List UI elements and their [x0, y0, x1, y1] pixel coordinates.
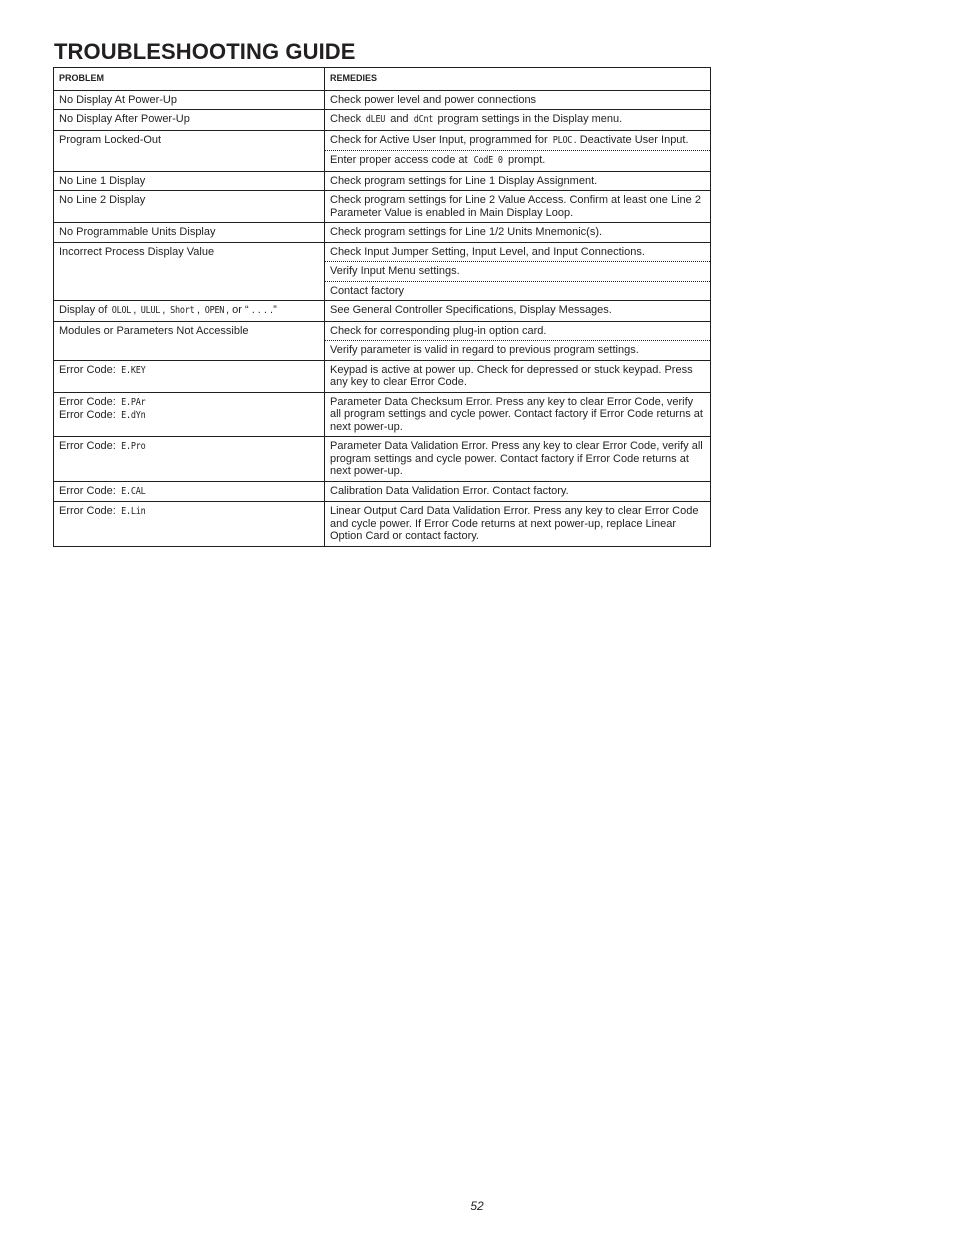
remedy-text: and	[387, 113, 412, 125]
remedy-text: Check for Active User Input, programmed for	[330, 133, 551, 146]
problem-text: Error Code:	[59, 440, 119, 452]
table-row	[54, 171, 711, 191]
remedy-cell	[325, 130, 711, 151]
table-row	[54, 481, 711, 502]
separator: ,	[197, 304, 204, 316]
problem-text: Error Code:	[59, 484, 119, 497]
lcd-code: E.dYn	[121, 410, 146, 421]
remedy-text: Enter proper access code at	[330, 154, 471, 166]
remedy-text: prompt.	[504, 154, 546, 166]
column-header-remedies: REMEDIES	[325, 68, 711, 91]
problem-cell: No Display At Power-Up	[54, 90, 325, 110]
table-row	[54, 437, 711, 482]
problem-text: Error Code:	[59, 363, 119, 376]
lcd-code: ULUL	[141, 305, 161, 316]
lcd-code: E.PAr	[121, 396, 146, 408]
remedy-cell: Keypad is active at power up. Check for depressed or stuck keypad. Press any key to clear Error Code.	[325, 360, 711, 392]
problem-cell: No Line 2 Display	[54, 191, 325, 223]
problem-text: Display of	[59, 304, 111, 316]
remedy-cell: Verify parameter is valid in regard to previous program settings.	[325, 341, 711, 361]
lcd-code: PLOC	[552, 134, 572, 146]
lcd-code: OPEN	[204, 305, 225, 316]
lcd-code: CodE 0	[473, 155, 503, 166]
problem-cell: Modules or Parameters Not Accessible	[54, 321, 325, 360]
lcd-code: E.CAL	[121, 485, 146, 497]
remedy-cell: Calibration Data Validation Error. Contact factory.	[325, 481, 711, 502]
table-row	[54, 502, 711, 547]
table-header-row	[54, 68, 711, 91]
remedy-cell	[325, 110, 711, 131]
remedy-cell: Check Input Jumper Setting, Input Level, and Input Connections.	[325, 242, 711, 262]
problem-cell: No Display After Power-Up	[54, 110, 325, 131]
separator: ,	[162, 304, 169, 316]
lcd-code: dCnt	[413, 114, 433, 125]
problem-cell	[54, 360, 325, 392]
problem-cell	[54, 437, 325, 482]
remedy-cell: See General Controller Specifications, Display Messages.	[325, 301, 711, 322]
lcd-code: E.Lin	[121, 506, 146, 517]
problem-cell	[54, 301, 325, 322]
problem-cell	[54, 481, 325, 502]
table-row	[54, 321, 711, 341]
remedy-cell: Parameter Data Checksum Error. Press any key to clear Error Code, verify all program settings and cycle power. Contact factory if Error Code returns at next power-up.	[325, 392, 711, 437]
table-row	[54, 130, 711, 151]
remedy-text: . Deactivate User Input.	[573, 133, 689, 146]
remedy-cell: Check program settings for Line 2 Value Access. Confirm at least one Line 2 Parameter Value is enabled in Main Display Loop.	[325, 191, 711, 223]
problem-cell	[54, 502, 325, 547]
remedy-text: Check	[330, 113, 365, 125]
remedy-cell: Verify Input Menu settings.	[325, 262, 711, 282]
table-row	[54, 301, 711, 322]
lcd-code: dLEU	[365, 114, 386, 125]
problem-cell: Program Locked-Out	[54, 130, 325, 171]
problem-text: Error Code:	[59, 409, 119, 421]
remedy-cell	[325, 151, 711, 172]
table-row	[54, 360, 711, 392]
table-row	[54, 242, 711, 262]
problem-text: Error Code:	[59, 505, 119, 517]
remedy-cell: Check for corresponding plug-in option card.	[325, 321, 711, 341]
separator: ,	[133, 304, 140, 316]
remedy-cell: Linear Output Card Data Validation Error. Press any key to clear Error Code and cycle power. If Error Code returns at next power-up, replace Linear Option Card or contact factory.	[325, 502, 711, 547]
problem-text: “ . . . .”	[241, 304, 277, 316]
lcd-code: Short	[170, 305, 195, 316]
page-number: 52	[470, 1199, 484, 1213]
table-row	[54, 191, 711, 223]
remedy-cell: Check power level and power connections	[325, 90, 711, 110]
remedy-text: program settings in the Display menu.	[434, 113, 623, 125]
problem-cell: Incorrect Process Display Value	[54, 242, 325, 301]
remedy-cell: Check program settings for Line 1/2 Units Mnemonic(s).	[325, 223, 711, 243]
problem-text: Error Code:	[59, 395, 119, 408]
lcd-code: OLOL	[112, 305, 132, 316]
lcd-code: E.Pro	[121, 441, 146, 452]
table-row	[54, 90, 711, 110]
column-header-problem: PROBLEM	[54, 68, 325, 91]
table-row	[54, 110, 711, 131]
problem-text: , or	[226, 304, 242, 316]
lcd-code: E.KEY	[121, 364, 146, 376]
problem-cell: No Line 1 Display	[54, 171, 325, 191]
remedy-cell: Check program settings for Line 1 Display Assignment.	[325, 171, 711, 191]
problem-cell: No Programmable Units Display	[54, 223, 325, 243]
problem-cell	[54, 392, 325, 437]
troubleshooting-table	[53, 67, 711, 547]
table-row	[54, 392, 711, 437]
page-title: TROUBLESHOOTING GUIDE	[54, 39, 356, 64]
table-row	[54, 223, 711, 243]
remedy-cell: Contact factory	[325, 281, 711, 301]
remedy-cell: Parameter Data Validation Error. Press any key to clear Error Code, verify all program settings and cycle power. Contact factory if Error Code returns at next power-up.	[325, 437, 711, 482]
